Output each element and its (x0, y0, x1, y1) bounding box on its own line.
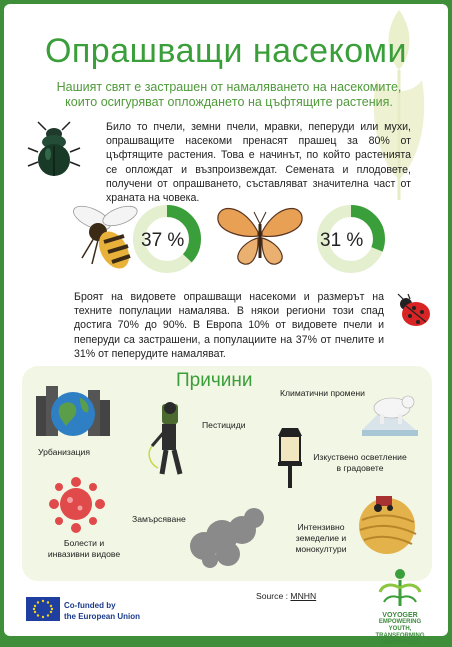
cause-diseases-label (34, 538, 134, 560)
subtitle (44, 80, 414, 110)
eu-funding-text (64, 600, 140, 622)
voyoger-text (368, 612, 432, 647)
page-title: Опрашващи насекоми (44, 32, 408, 70)
infographic-page (4, 4, 448, 646)
butterfly-icon (212, 202, 308, 272)
cause-pollution-label: Замърсяване (132, 514, 186, 524)
smoke-icon (184, 500, 270, 570)
voyoger-name: VOYOGER (382, 612, 418, 619)
intro-paragraph: Било то пчели, земни пчели, мравки, пеперуди или мухи, опрашващите насекоми пренасят прашец за 80% от цъфтящите растения. Това е начинът, по който растенията се оплождат и възпроизвеждат. Семената и плодовете, получени от опрашването, съставляват значителна част от храната на човека. (106, 121, 411, 205)
pesticide-sprayer-icon (144, 398, 204, 478)
subtitle-line-2: които осигуряват опложданeто на цъфтящите растения. (65, 95, 393, 109)
cause-lighting-label (310, 452, 410, 474)
eu-line-2: the European Union (64, 612, 140, 621)
cause-urbanization-label: Урбанизация (38, 447, 90, 457)
cause-lighting-line-2: в градовете (336, 463, 384, 473)
voyoger-logo-icon (372, 566, 428, 610)
cause-climate-label: Климатични промени (280, 388, 365, 398)
voyoger-tagline-1: EMPOWERING YOUTH, (378, 619, 422, 632)
cause-diseases-line-2: инвазивни видове (47, 549, 121, 559)
voyoger-tagline-2: TRANSFORMING (375, 633, 425, 639)
virus-icon (46, 474, 108, 536)
cause-farming-line-1: Интензивно (297, 522, 345, 532)
cause-farming-line-2: земеделие и (295, 533, 347, 543)
cause-diseases-line-1: Болести и (63, 538, 105, 548)
cause-farming-label (286, 522, 356, 555)
cause-farming-line-3: монокултури (295, 544, 347, 554)
source-label: Source : (256, 591, 289, 601)
subtitle-line-1: Нашият свят е застрашен от намаляването на насекомите, (56, 80, 402, 94)
butterfly-decline-value: 31 % (320, 230, 364, 251)
tractor-field-icon (354, 490, 420, 556)
source-link[interactable]: MNHN (290, 591, 317, 601)
decline-paragraph: Броят на видовете опрашващи насекоми и размерът на техните популации намалява. В някои региони този спад достига 70% до 90%. В Европа 10% от видовете пчели и пеперуди са застрашени, а популациите на 37% от пчелите и 31% от пеперудите намаляват. (74, 291, 384, 360)
bee-decline-value: 37 % (141, 230, 185, 251)
cause-lighting-line-1: Изкуствено осветление (313, 452, 407, 462)
voyoger-tagline-3: TOMORROW! (380, 640, 420, 646)
source-citation (256, 591, 316, 601)
urbanization-icon (30, 376, 116, 446)
eu-flag-icon (26, 597, 60, 621)
beetle-icon (26, 120, 82, 180)
eu-line-1: Co-funded by (64, 601, 116, 610)
cause-pesticides-label: Пестициди (202, 420, 246, 430)
street-lamp-icon (270, 422, 310, 492)
polar-bear-icon (358, 384, 422, 442)
ladybug-icon (392, 294, 432, 330)
causes-title: Причини (176, 370, 253, 391)
